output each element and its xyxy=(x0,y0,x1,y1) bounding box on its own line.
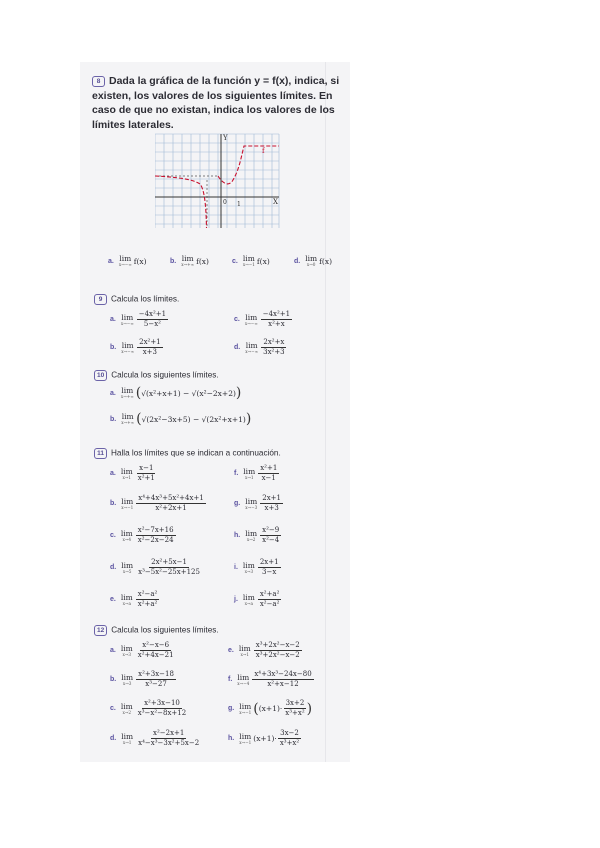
ex8-item-b: b. lim x→+∞ f(x) xyxy=(170,254,209,267)
x-axis-label: X xyxy=(273,198,278,206)
exercise-9-statement: 9 Calcula los límites. xyxy=(94,294,179,305)
ex12-item-c: c. lim x→2 $\frac{\text{x²+3x−10}}{\text{x³−x²−8x+12}}$ xyxy=(110,699,187,717)
ex12-item-h: h. lim x→−1 (x+1)· $\frac{3x-2}{\text{x³+x²}}$ xyxy=(228,729,300,747)
ex9-item-a: a. lim x→−∞ $\frac{\text{−4x²+1}}{\text{5−x²}}$ xyxy=(110,310,167,328)
ex8-item-d: d. lim x→0 f(x) xyxy=(294,254,333,267)
ex11-item-i: i. lim x→3 $\frac{2x+1}{3-x}$ xyxy=(234,558,279,576)
exercise-12-statement: 12 Calcula los siguientes límites. xyxy=(94,625,219,636)
exercise-11-statement: 11 Halla los límites que se indican a continuación. xyxy=(94,448,281,459)
ex10-item-a: a. lim x→+∞ ( √(x²+x+1) − √(x²−2x+2) ) xyxy=(110,385,242,401)
function-label: f xyxy=(262,147,265,155)
ex8-item-c: c. lim x→−1 f(x) xyxy=(232,254,270,267)
ex12-item-g: g. lim x→−1 ( (x+1)· $\frac{3x+2}{\text{x³+x²}}$ ) xyxy=(228,699,313,717)
exercise-number-badge: 8 xyxy=(92,76,105,87)
ex11-item-h: h. lim x→2 $\frac{\text{x²−9}}{\text{x²−4}}$ xyxy=(234,526,280,544)
graph-grid xyxy=(155,134,279,228)
y-axis-label: Y xyxy=(223,134,228,142)
ex11-item-f: f. lim x→1 $\frac{\text{x²+1}}{x-1}$ xyxy=(234,464,278,482)
ex12-item-d: d. lim x→1 $\frac{\text{x²−2x+1}}{\text{x⁴−x³−3x²+5x−2}}$ xyxy=(110,729,200,747)
function-graph xyxy=(155,132,283,230)
exercise-8-limits xyxy=(108,255,348,273)
ex11-item-b: b. lim x→−1 $\frac{\text{x⁴+4x³+5x²+4x+1}}{\text{x²+2x+1}}$ xyxy=(110,494,204,512)
sheet-edge xyxy=(325,62,326,762)
ex9-item-d: d. lim x→−∞ $\frac{\text{2x²+x}}{\text{3x²+3}}$ xyxy=(234,338,285,356)
ex12-item-f: f. lim x→−4 $\frac{\text{x⁴+3x³−24x−80}}{\text{x²+x−12}}$ xyxy=(228,670,312,688)
ex9-item-b: b. lim x→−∞ $\frac{\text{2x²+1}}{x+3}$ xyxy=(110,338,161,356)
ex12-item-a: a. lim x→3 $\frac{\text{x²−x−6}}{\text{x²+4x−21}}$ xyxy=(110,641,174,659)
ex11-item-d: d. lim x→5 $\frac{\text{2x²+5x−1}}{\text{x³−5x²−25x+125}}$ xyxy=(110,558,200,576)
curve-left-branch xyxy=(155,176,207,228)
ex12-item-e: e. lim x→1 $\frac{\text{x³+2x²−x−2}}{\text{x³+2x²−x−2}}$ xyxy=(228,641,300,659)
exercise-8-statement xyxy=(92,74,342,132)
exercise-8-text: Dada la gráfica de la función y = f(x), indica, si existen, los valores de los siguientes límites. En caso de que no existan, indica los valores de los límites laterales. xyxy=(92,75,340,131)
ex10-item-b: b. lim x→+∞ ( √(2x²−3x+5) − √(2x²+x+1) ) xyxy=(110,411,252,427)
ex11-item-j: j. lim x→a $\frac{\text{x²+a²}}{\text{x²−a²}}$ xyxy=(234,590,280,608)
ex9-item-c: c. lim x→−∞ $\frac{\text{−4x²+1}}{\text{x²+x}}$ xyxy=(234,310,291,328)
ex11-item-e: e. lim x→a $\frac{\text{x²−a²}}{\text{x²+a²}}$ xyxy=(110,590,158,608)
origin-label: 0 xyxy=(223,199,227,206)
ex11-item-g: g. lim x→−3 $\frac{2x+1}{x+3}$ xyxy=(234,494,282,512)
ex11-item-c: c. lim x→4 $\frac{\text{x²−7x+16}}{\text{x²−2x−24}}$ xyxy=(110,526,174,544)
ex8-item-a: a. lim x→−∞ f(x) xyxy=(108,254,147,267)
ex11-item-a: a. lim x→1 $\frac{x-1}{\text{x²+1}}$ xyxy=(110,464,155,482)
exercise-10-statement: 10 Calcula los siguientes límites. xyxy=(94,370,219,381)
ex12-item-b: b. lim x→3 $\frac{\text{x²+3x−18}}{\text{x³−27}}$ xyxy=(110,670,174,688)
tick-label-1: 1 xyxy=(237,201,241,208)
